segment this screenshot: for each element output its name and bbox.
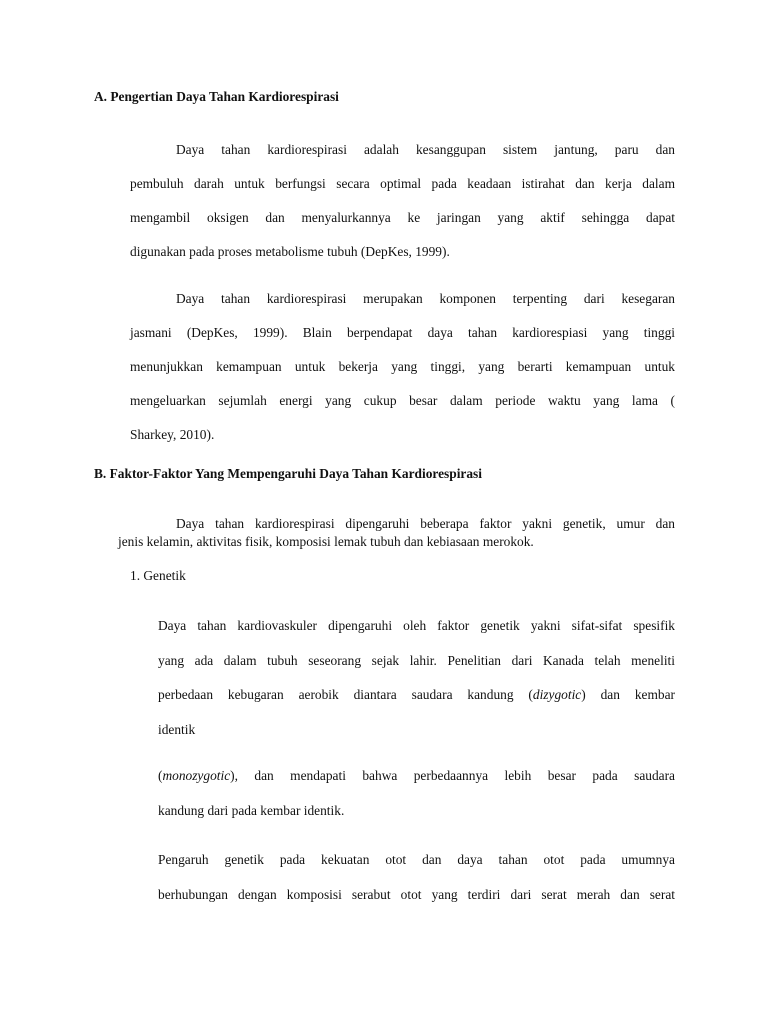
text-line: mengambil oksigen dan menyalurkannya ke jaringan yang aktif sehingga dapat xyxy=(130,210,675,225)
text-line: Daya tahan kardiovaskuler dipengaruhi oleh faktor genetik yakni sifat-sifat spesifik xyxy=(158,618,675,633)
italic-term: dizygotic xyxy=(532,687,582,702)
text-line: digunakan pada proses metabolisme tubuh (DepKes, 1999). xyxy=(130,244,450,259)
text-line: berhubungan dengan komposisi serabut otot yang terdiri dari serat merah dan serat xyxy=(158,886,675,902)
section-b-heading: B. Faktor-Faktor Yang Mempengaruhi Daya Tahan Kardiorespirasi xyxy=(94,466,482,481)
text-line: jenis kelamin, aktivitas fisik, komposisi lemak tubuh dan kebiasaan merokok. xyxy=(118,534,534,549)
text-line: Daya tahan kardiorespirasi dipengaruhi beberapa faktor yakni genetik, umur dan xyxy=(176,516,675,531)
text-segment: ), dan mendapati bahwa perbedaannya lebih besar pada saudara xyxy=(230,768,675,783)
text-line: identik xyxy=(158,721,196,737)
text-line: Pengaruh genetik pada kekuatan otot dan daya tahan otot pada umumnya xyxy=(158,852,675,867)
list-item-genetik: 1. Genetik xyxy=(130,568,186,583)
text-line: kandung dari pada kembar identik. xyxy=(158,802,345,818)
text-line: Daya tahan kardiorespirasi merupakan komponen terpenting dari kesegaran xyxy=(176,291,675,306)
text-segment: perbedaan kebugaran aerobik diantara saudara kandung ( xyxy=(158,687,533,702)
text-line: mengeluarkan sejumlah energi yang cukup besar dalam periode waktu yang lama ( xyxy=(130,393,675,408)
section-a-heading: A. Pengertian Daya Tahan Kardiorespirasi xyxy=(94,89,339,104)
section-a-paragraph-1 xyxy=(130,133,675,269)
text-line: Daya tahan kardiorespirasi adalah kesanggupan sistem jantung, paru dan xyxy=(176,142,675,157)
text-line: jasmani (DepKes, 1999). Blain berpendapat daya tahan kardiorespiasi yang tinggi xyxy=(130,325,675,340)
text-line: yang ada dalam tubuh seseorang sejak lahir. Penelitian dari Kanada telah meneliti xyxy=(158,652,675,668)
section-b-intro xyxy=(118,515,675,551)
genetik-paragraph-1 xyxy=(158,609,675,747)
text-line: pembuluh darah untuk berfungsi secara optimal pada keadaan istirahat dan kerja dalam xyxy=(130,176,675,191)
text-segment: ( xyxy=(158,768,163,783)
text-line xyxy=(158,678,675,713)
genetik-paragraph-2 xyxy=(158,759,675,828)
genetik-paragraph-3 xyxy=(158,843,675,912)
section-a-paragraph-2 xyxy=(130,282,675,452)
text-line xyxy=(158,759,675,794)
text-line: Sharkey, 2010). xyxy=(130,427,215,442)
text-segment: ) dan kembar xyxy=(581,687,675,702)
text-line: menunjukkan kemampuan untuk bekerja yang tinggi, yang berarti kemampuan untuk xyxy=(130,359,675,374)
italic-term: monozygotic xyxy=(162,768,231,783)
